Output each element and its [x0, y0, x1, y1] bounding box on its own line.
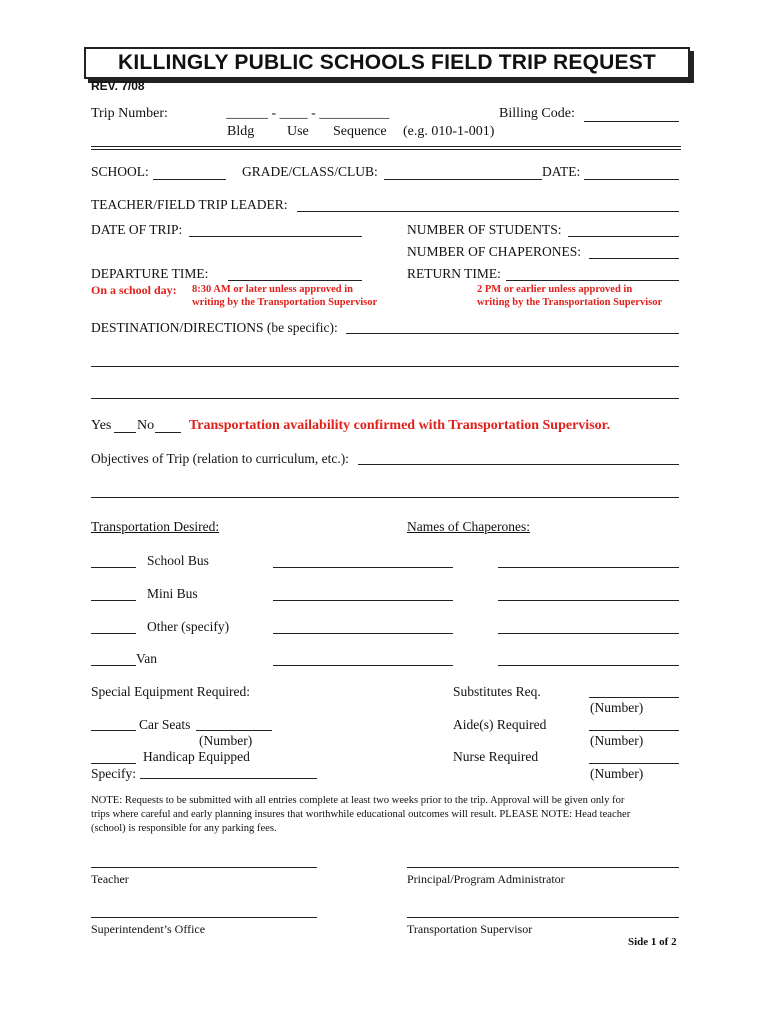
destination-field-line-2[interactable]: [91, 366, 679, 367]
van-label: Van: [136, 651, 157, 666]
other-label: Other (specify): [147, 619, 230, 634]
return-note-1: 2 PM or earlier unless approved in: [477, 284, 633, 295]
car-seats-number-field[interactable]: [196, 730, 272, 731]
transport-heading: Transportation Desired:: [91, 519, 220, 534]
trip-number-label: Trip Number:: [91, 106, 168, 121]
substitutes-number-caption: (Number): [590, 700, 644, 715]
departure-field[interactable]: [228, 280, 362, 281]
return-note-2: writing by the Transportation Supervisor: [477, 297, 663, 308]
teacher-signature-line[interactable]: [91, 867, 317, 868]
school-bus-label: School Bus: [147, 553, 209, 568]
no-label: No: [137, 418, 155, 433]
sequence-label: Sequence: [333, 124, 387, 139]
objectives-field[interactable]: [358, 464, 679, 465]
school-day-note: On a school day:: [91, 283, 177, 297]
substitutes-label: Substitutes Req.: [453, 684, 541, 699]
departure-note-1: 8:30 AM or later unless approved in: [192, 284, 354, 295]
departure-note-2: writing by the Transportation Supervisor: [192, 297, 378, 308]
superintendent-label: Superintendent’s Office: [91, 922, 206, 936]
aides-number-caption: (Number): [590, 733, 644, 748]
divider: [91, 146, 681, 147]
objectives-label: Objectives of Trip (relation to curriculum, etc.):: [91, 451, 349, 466]
school-field[interactable]: [153, 179, 226, 180]
num-chaperones-field[interactable]: [589, 258, 679, 259]
destination-field[interactable]: [346, 333, 679, 334]
date-of-trip-label: DATE OF TRIP:: [91, 222, 183, 237]
date-label: DATE:: [542, 164, 581, 179]
num-students-field[interactable]: [568, 236, 679, 237]
aides-field[interactable]: [589, 730, 679, 731]
date-of-trip-field[interactable]: [189, 236, 362, 237]
school-bus-checkbox[interactable]: [91, 567, 136, 568]
objectives-field-line-2[interactable]: [91, 497, 679, 498]
specify-label: Specify:: [91, 766, 136, 781]
grade-field[interactable]: [384, 179, 542, 180]
yes-label: Yes: [91, 418, 112, 433]
chaperone-field[interactable]: [498, 665, 679, 666]
revision-label: REV. 7/08: [91, 79, 145, 93]
substitutes-field[interactable]: [589, 697, 679, 698]
car-seats-label: Car Seats: [139, 717, 191, 732]
nurse-field[interactable]: [589, 763, 679, 764]
mini-bus-checkbox[interactable]: [91, 600, 136, 601]
van-checkbox[interactable]: [91, 665, 136, 666]
chaperone-field[interactable]: [498, 600, 679, 601]
car-seats-number-caption: (Number): [199, 733, 253, 748]
divider: [91, 149, 681, 150]
note-line-3: (school) is responsible for any parking fees.: [91, 823, 277, 834]
teacher-label: Teacher: [91, 872, 129, 886]
departure-label: DEPARTURE TIME:: [91, 266, 209, 281]
form-title: KILLINGLY PUBLIC SCHOOLS FIELD TRIP REQUEST: [84, 47, 690, 79]
transport-confirm-statement: Transportation availability confirmed with Transportation Supervisor.: [189, 418, 611, 433]
note-line-1: NOTE: Requests to be submitted with all entries complete at least two weeks prior to the trip. Approval will be given only for: [91, 795, 625, 806]
transport-supervisor-signature-line[interactable]: [407, 917, 679, 918]
chaperone-field[interactable]: [273, 633, 453, 634]
chaperone-field[interactable]: [273, 567, 453, 568]
note-line-2: trips where careful and early planning insures that worthwhile educational outcomes will result. PLEASE NOTE: Head teacher: [91, 809, 631, 820]
billing-code-field[interactable]: [584, 121, 679, 122]
nurse-label: Nurse Required: [453, 749, 539, 764]
handicap-checkbox[interactable]: [91, 763, 136, 764]
no-field[interactable]: [155, 432, 181, 433]
transport-supervisor-label: Transportation Supervisor: [407, 922, 533, 936]
chaperone-field[interactable]: [273, 665, 453, 666]
date-field[interactable]: [584, 179, 679, 180]
principal-signature-line[interactable]: [407, 867, 679, 868]
num-students-label: NUMBER OF STUDENTS:: [407, 222, 562, 237]
return-field[interactable]: [506, 280, 679, 281]
sequence-example: (e.g. 010-1-001): [403, 124, 495, 139]
use-label: Use: [287, 124, 309, 139]
destination-field-line-3[interactable]: [91, 398, 679, 399]
destination-label: DESTINATION/DIRECTIONS (be specific):: [91, 320, 338, 335]
chaperone-field[interactable]: [498, 633, 679, 634]
aides-label: Aide(s) Required: [453, 717, 547, 732]
billing-code-label: Billing Code:: [499, 106, 575, 121]
yes-field[interactable]: [114, 432, 136, 433]
car-seats-checkbox[interactable]: [91, 730, 136, 731]
principal-label: Principal/Program Administrator: [407, 872, 565, 886]
chaperone-field[interactable]: [498, 567, 679, 568]
mini-bus-label: Mini Bus: [147, 586, 198, 601]
trip-number-field[interactable]: ______ - ____ - __________: [226, 106, 390, 121]
school-label: SCHOOL:: [91, 164, 149, 179]
chaperone-field[interactable]: [273, 600, 453, 601]
leader-label: TEACHER/FIELD TRIP LEADER:: [91, 197, 288, 212]
page-indicator: Side 1 of 2: [628, 936, 677, 948]
specify-field[interactable]: [140, 778, 317, 779]
other-checkbox[interactable]: [91, 633, 136, 634]
nurse-number-caption: (Number): [590, 766, 644, 781]
equipment-heading: Special Equipment Required:: [91, 684, 250, 699]
grade-label: GRADE/CLASS/CLUB:: [242, 164, 378, 179]
return-label: RETURN TIME:: [407, 266, 501, 281]
chaperones-heading: Names of Chaperones:: [407, 519, 530, 534]
num-chaperones-label: NUMBER OF CHAPERONES:: [407, 244, 582, 259]
leader-field[interactable]: [297, 211, 679, 212]
superintendent-signature-line[interactable]: [91, 917, 317, 918]
bldg-label: Bldg: [227, 124, 255, 139]
handicap-label: Handicap Equipped: [143, 749, 250, 764]
